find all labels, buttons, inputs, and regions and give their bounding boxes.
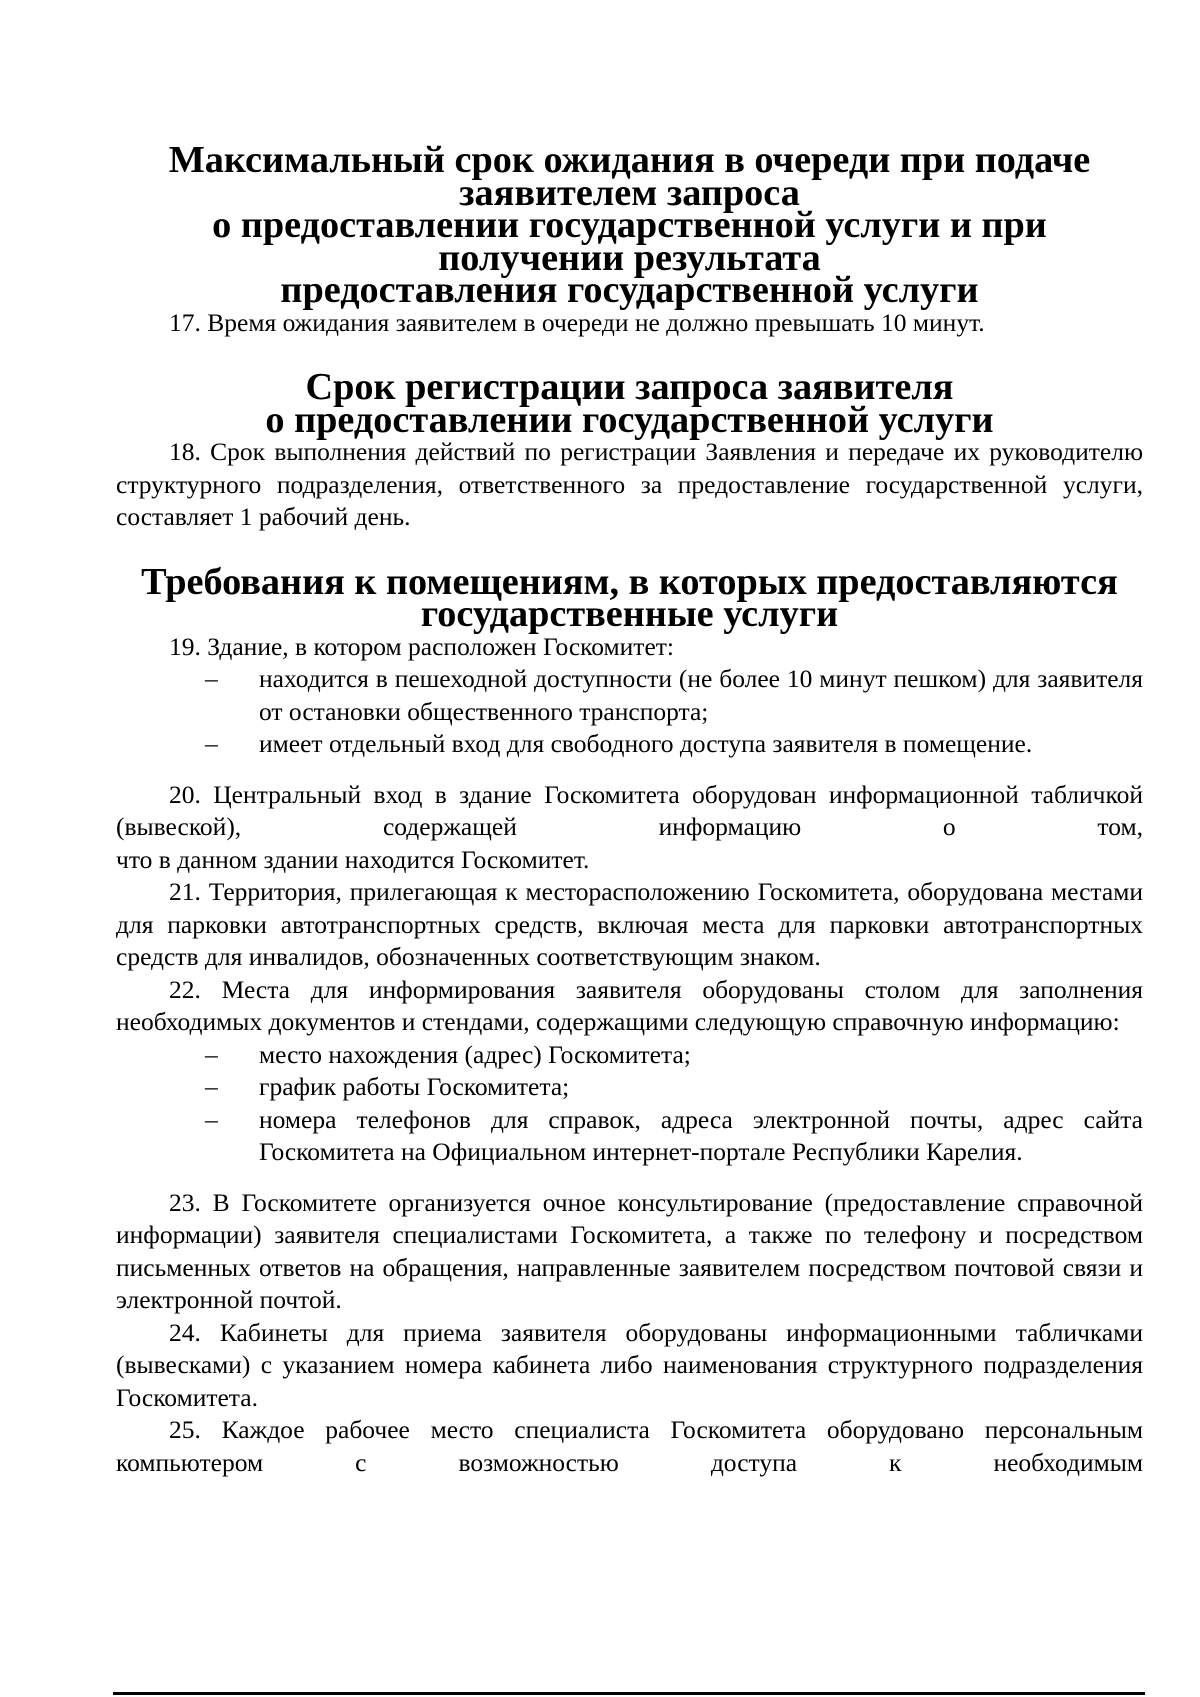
list-item-text: номера телефонов для справок, адреса электронной почты, адрес сайта Госкомитета на Официальном интернет-портале Республики Карелия. — [259, 1104, 1143, 1166]
list-spacer — [116, 761, 1143, 779]
list-item-text: находится в пешеходной доступности (не более 10 минут пешком) для заявителя от остановки общественного транспорта; — [259, 664, 1143, 726]
paragraph-20: 20. Центральный вход в здание Госкомитета оборудован информационной табличкой (вывеской), содержащей информацию о том, — [116, 779, 1143, 841]
dash-bullet: – — [205, 1104, 218, 1134]
list-item-text: график работы Госкомитета; — [259, 1072, 570, 1101]
dash-bullet: – — [205, 1039, 218, 1069]
list-item-text: имеет отдельный вход для свободного доступа заявителя в помещение. — [259, 729, 1033, 758]
dash-bullet: – — [205, 729, 218, 758]
heading-registration-term — [116, 366, 1143, 441]
list-item-text: место нахождения (адрес) Госкомитета; — [259, 1039, 691, 1069]
paragraph-20-tail: что в данном здании находится Госкомитет. — [116, 844, 590, 874]
heading-line: предоставления государственной услуги — [280, 269, 979, 311]
heading-line: Срок регистрации запроса заявителя — [305, 366, 954, 408]
dash-bullet: – — [205, 1072, 218, 1101]
list-item — [116, 663, 1143, 728]
paragraph-24: 24. Кабинеты для приема заявителя оборудованы информационными табличками (вывесками) с указанием номера кабинета либо наименования структурного подразделения Госкомитета. — [116, 1317, 1143, 1412]
list-item — [116, 1104, 1143, 1169]
paragraph-17: 17. Время ожидания заявителем в очереди не должно превышать 10 минут. — [169, 307, 985, 337]
heading-line: Максимальный срок ожидания в очереди при подаче заявителем запроса — [168, 139, 1091, 214]
paragraph-21: 21. Территория, прилегающая к месторасположению Госкомитета, оборудована местами для парковки автотранспортных средств, включая места для парковки автотранспортных средств для инвалидов, обозначенных соответствующим знаком. — [116, 877, 1143, 971]
heading-premises-requirements — [116, 560, 1143, 635]
list-item — [116, 1039, 1143, 1072]
document-body — [116, 139, 1143, 1479]
paragraph-18: 18. Срок выполнения действий по регистрации Заявления и передаче их руководителю структурного подразделения, ответственного за предоставление государственной услуги, составляет 1 рабочий день. — [116, 437, 1143, 531]
heading-line: Требования к помещениям, в которых предоставляются — [141, 560, 1118, 603]
paragraph-22: 22. Места для информирования заявителя оборудованы столом для заполнения необходимых документов и стендами, содержащими следующую справочную информацию: — [116, 974, 1143, 1036]
paragraph-25: 25. Каждое рабочее место специалиста Госкомитета оборудовано персональным компьютером с возможностью доступа к необходимым — [116, 1415, 1143, 1477]
paragraph-22-list — [116, 1039, 1143, 1169]
heading-max-wait-time — [116, 139, 1143, 311]
paragraph-19-list — [116, 663, 1143, 761]
heading-line: о предоставлении государственной услуги — [265, 398, 994, 441]
paragraph-19: 19. Здание, в котором расположен Госкомитет: — [169, 631, 674, 661]
heading-line: государственные услуги — [420, 593, 839, 635]
paragraph-23: 23. В Госкомитете организуется очное консультирование (предоставление справочной информации) заявителя специалистами Госкомитета, а также по телефону и посредством письменных ответов на обращения, направленные заявителем посредством почтовой связи и электронной почтой. — [116, 1187, 1143, 1314]
bottom-divider — [113, 1692, 1145, 1695]
list-item — [116, 1071, 1143, 1104]
list-spacer — [116, 1169, 1143, 1187]
heading-line: о предоставлении государственной услуги и при получении результата — [212, 204, 1047, 279]
list-item — [116, 728, 1143, 761]
dash-bullet: – — [205, 664, 218, 693]
